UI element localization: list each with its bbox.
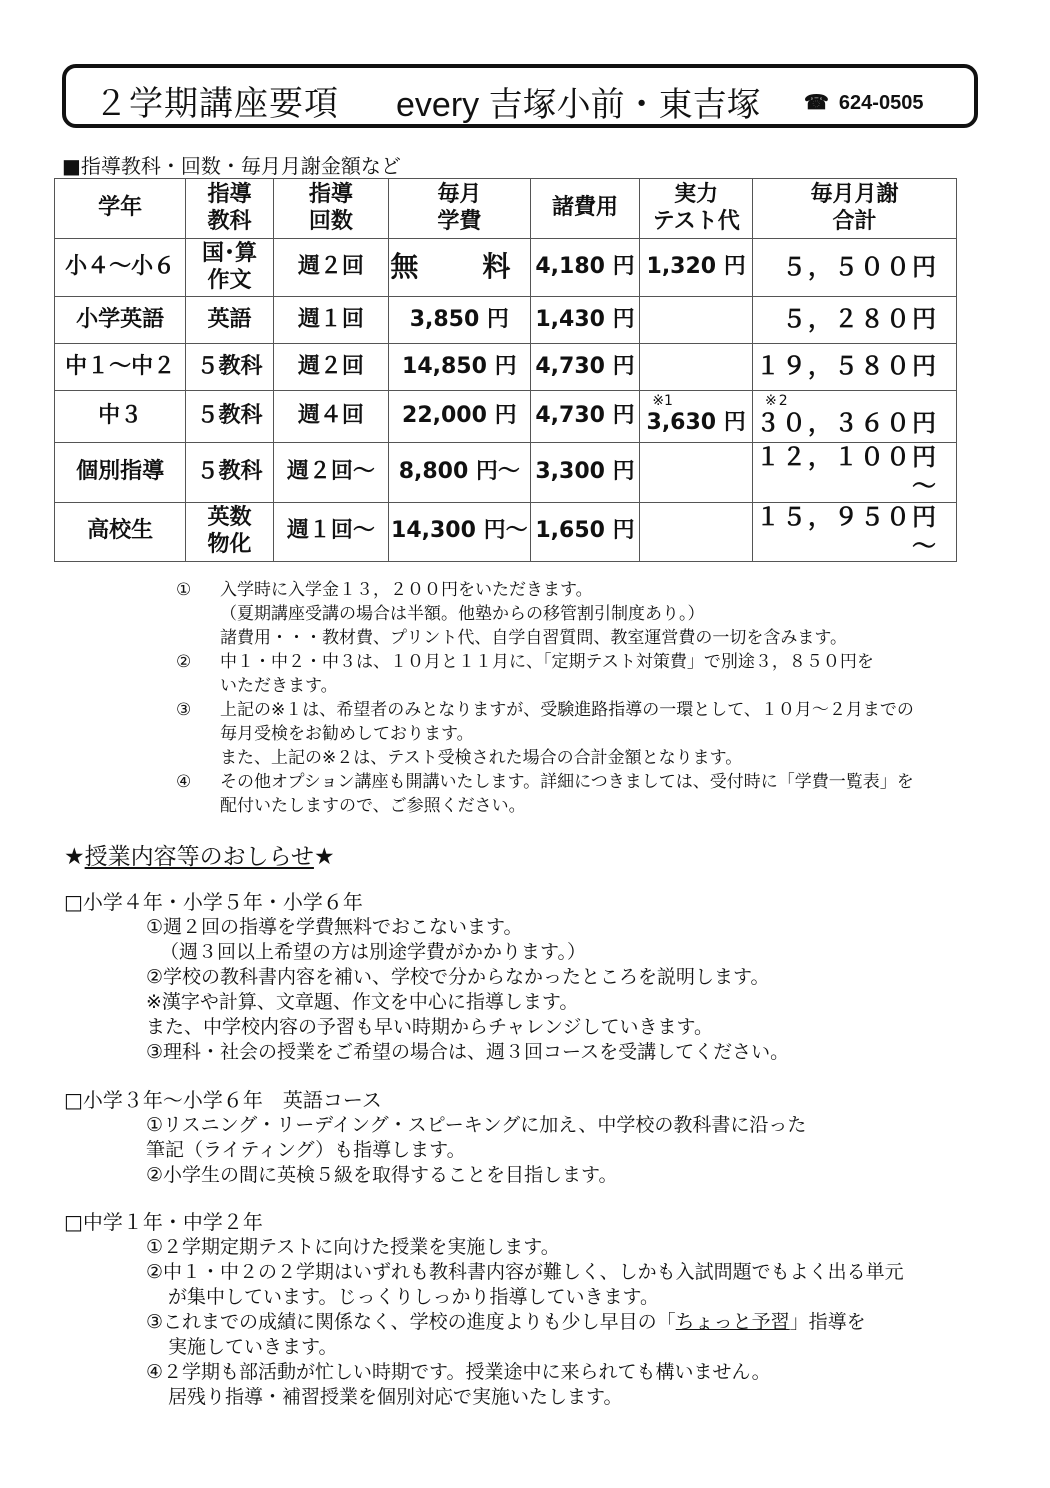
table-row [55, 297, 957, 344]
info-section-english [64, 1088, 806, 1188]
note-number: ② [176, 652, 192, 672]
table-row [55, 391, 957, 443]
cell-total: １５，９５０円～ [752, 502, 956, 562]
telephone-icon: ☎ [804, 92, 829, 114]
note-line: また、上記の※２は、テスト受検された場合の合計金額となります。 [220, 748, 743, 768]
cell-fees: 4,730 円 [530, 391, 640, 443]
cell-fees: 1,430 円 [530, 297, 640, 344]
section-line: （週３回以上希望の方は別途学費がかかります。） [160, 941, 586, 963]
table-caption: ■指導教科・回数・毎月月謝金額など [62, 154, 401, 178]
cell-total: １２，１００円～ [752, 443, 956, 503]
header-test: 実力 テスト代 [640, 179, 753, 239]
cell-grade: 個別指導 [55, 443, 186, 503]
cell-test [640, 502, 753, 562]
cell-tuition: 14,300 円～ [389, 502, 531, 562]
school-name: every 吉塚小前・東吉塚 [396, 86, 761, 124]
table-row [55, 502, 957, 562]
cell-tuition: 無 料 [389, 239, 531, 297]
cell-test [640, 443, 753, 503]
section-line: ①週２回の指導を学費無料でおこないます。 [146, 916, 523, 938]
cell-tuition: 3,850 円 [389, 297, 531, 344]
note-line: 配付いたしますので、ご参照ください。 [220, 796, 526, 816]
note-line: その他オプション講座も開講いたします。詳細につきましては、受付時に「学費一覧表」を [220, 772, 914, 792]
header-grade: 学年 [55, 179, 186, 239]
header-tuition: 毎月 学費 [389, 179, 531, 239]
table-row [55, 443, 957, 503]
cell-count: 週２回 [273, 239, 388, 297]
cell-fees: 4,730 円 [530, 344, 640, 391]
title-box [62, 64, 978, 128]
header-subject: 指導 教科 [186, 179, 274, 239]
cell-tuition: 22,000 円 [389, 391, 531, 443]
table-row [55, 239, 957, 297]
note-line: 毎月受検をお勧めしております。 [220, 724, 474, 744]
note-item [176, 698, 914, 770]
phone-number [804, 90, 923, 115]
cell-tuition: 8,800 円～ [389, 443, 531, 503]
cell-test: 1,320 円 [640, 239, 753, 297]
header-fees: 諸費用 [530, 179, 640, 239]
underlined-phrase: ちょっと予習 [675, 1311, 790, 1333]
header-count: 指導 回数 [273, 179, 388, 239]
footnote-mark: ※1 [652, 393, 673, 409]
cell-subject: 英語 [186, 297, 274, 344]
star-icon: ★ [64, 844, 85, 870]
cell-subject: ５教科 [186, 391, 274, 443]
note-number: ④ [176, 772, 192, 792]
note-item [176, 578, 914, 650]
note-number: ③ [176, 700, 192, 720]
section-line: ①リスニング・リーデイング・スピーキングに加え、中学校の教科書に沿った [146, 1114, 807, 1136]
cell-grade: 高校生 [55, 502, 186, 562]
section-line: また、中学校内容の予習も早い時期からチャレンジしていきます。 [146, 1016, 713, 1038]
page-title: ２学期講座要項 [94, 84, 339, 124]
cell-grade: 中３ [55, 391, 186, 443]
cell-count: 週１回 [273, 297, 388, 344]
section-line: が集中しています。じっくりしっかり指導していきます。 [168, 1286, 659, 1308]
section-title: □小学４年・小学５年・小学６年 [64, 890, 363, 914]
footnote-mark: ※2 [764, 393, 790, 409]
header-total: 毎月月謝 合計 [752, 179, 956, 239]
table-header-row [55, 179, 957, 239]
cell-subject: 国･算 作文 [186, 239, 274, 297]
star-icon: ★ [313, 844, 335, 870]
section-line: ①２学期定期テストに向けた授業を実施します。 [146, 1236, 560, 1258]
note-line: 入学時に入学金１３，２００円をいただきます。 [220, 580, 593, 600]
cell-total-value: ３０，３６０円 [756, 408, 938, 437]
info-section-junior-high [64, 1210, 904, 1410]
note-item [176, 770, 914, 818]
cell-test [640, 297, 753, 344]
notes-list [176, 578, 914, 818]
cell-fees: 1,650 円 [530, 502, 640, 562]
cell-test [640, 344, 753, 391]
cell-subject: ５教科 [186, 344, 274, 391]
note-item [176, 650, 914, 698]
section-line: ③理科・社会の授業をご希望の場合は、週３回コースを受講してください。 [146, 1041, 790, 1063]
table-row [55, 344, 957, 391]
cell-subject: ５教科 [186, 443, 274, 503]
cell-total [752, 391, 956, 443]
cell-total: ５，２８０円 [752, 297, 956, 344]
cell-subject: 英数 物化 [186, 502, 274, 562]
info-heading [64, 838, 335, 871]
cell-total: １９，５８０円 [752, 344, 956, 391]
cell-total: ５，５００円 [752, 239, 956, 297]
cell-count: 週１回～ [273, 502, 388, 562]
note-number: ① [176, 580, 192, 600]
info-heading-text: 授業内容等のおしらせ [84, 844, 314, 870]
fee-table [54, 178, 957, 562]
section-title: □小学３年～小学６年 英語コース [64, 1088, 382, 1112]
section-line: 居残り指導・補習授業を個別対応で実施いたします。 [168, 1386, 623, 1408]
info-section-elementary [64, 890, 789, 1065]
phone-value: 624-0505 [838, 92, 924, 114]
section-line: 実施していきます。 [168, 1336, 338, 1358]
cell-grade: 小学英語 [55, 297, 186, 344]
section-line: ※漢字や計算、文章題、作文を中心に指導します。 [146, 991, 579, 1013]
cell-tuition: 14,850 円 [389, 344, 531, 391]
section-line: ②学校の教科書内容を補い、学校で分からなかったところを説明します。 [146, 966, 770, 988]
note-line: 中１・中２・中３は、１０月と１１月に、「定期テスト対策費」で別途３，８５０円を [220, 652, 874, 672]
section-line: ③これまでの成績に関係なく、学校の進度よりも少し早目の「ちょっと予習」指導を [146, 1311, 866, 1333]
cell-grade: 小４～小６ [55, 239, 186, 297]
note-line: 上記の※１は、希望者のみとなりますが、受験進路指導の一環として、１０月～２月までの [220, 700, 914, 720]
cell-fees: 4,180 円 [530, 239, 640, 297]
cell-count: 週４回 [273, 391, 388, 443]
section-line: ②中１・中２の２学期はいずれも教科書内容が難しく、しかも入試問題でもよく出る単元 [146, 1261, 904, 1283]
note-line: （夏期講座受講の場合は半額。他塾からの移管割引制度あり。） [220, 604, 705, 624]
cell-grade: 中１～中２ [55, 344, 186, 391]
section-title: □中学１年・中学２年 [64, 1210, 263, 1234]
section-line: ②小学生の間に英検５級を取得することを目指します。 [146, 1164, 618, 1186]
cell-test-value: 3,630 円 [646, 410, 746, 436]
cell-fees: 3,300 円 [530, 443, 640, 503]
section-line: ④２学期も部活動が忙しい時期です。授業途中に来られても構いません。 [146, 1361, 771, 1383]
note-line: いただきます。 [220, 676, 338, 696]
cell-test [640, 391, 753, 443]
note-line: 諸費用・・・教材費、プリント代、自学自習質問、教室運営費の一切を含みます。 [220, 628, 847, 648]
cell-count: 週２回 [273, 344, 388, 391]
cell-count: 週２回～ [273, 443, 388, 503]
section-line: 筆記（ライティング）も指導します。 [146, 1139, 466, 1161]
